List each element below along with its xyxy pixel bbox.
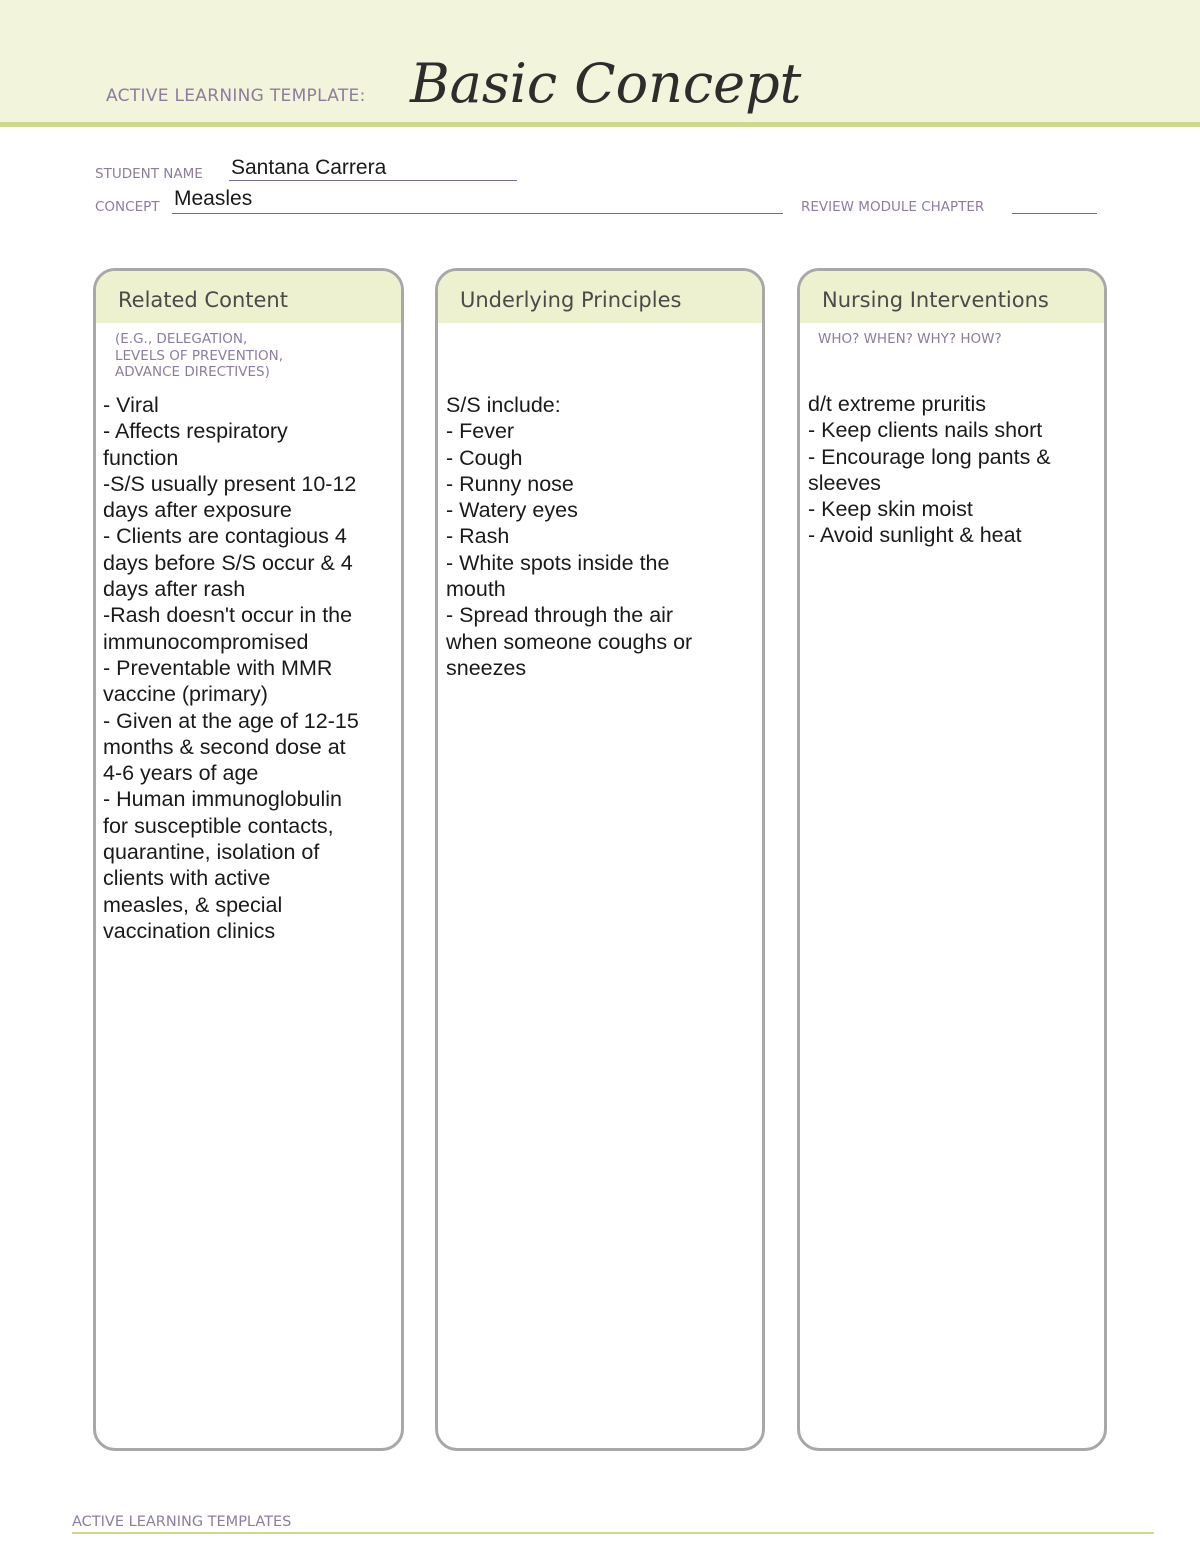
- subtitle-line: LEVELS OF PREVENTION,: [115, 347, 284, 364]
- text-line: - Given at the age of 12-15: [103, 708, 359, 733]
- text-line: - Preventable with MMR: [103, 655, 333, 680]
- text-line: d/t extreme pruritis: [808, 392, 987, 416]
- subtitle-line: ADVANCE DIRECTIVES): [115, 364, 270, 380]
- text-line: -S/S usually present 10-12: [103, 471, 357, 496]
- text-line: - Fever: [446, 419, 515, 444]
- text-line: - Encourage long pants &: [808, 444, 1051, 469]
- header-rule: [0, 122, 1200, 127]
- text-line: - Cough: [446, 445, 523, 470]
- text-line: 4-6 years of age: [103, 761, 259, 786]
- text-line: measles, & special: [103, 892, 283, 917]
- review-module-label: REVIEW MODULE CHAPTER: [801, 199, 985, 215]
- text-line: months & second dose at: [103, 734, 346, 759]
- student-name-value[interactable]: Santana Carrera: [231, 156, 387, 179]
- concept-label: CONCEPT: [95, 199, 160, 215]
- text-line: sleeves: [808, 470, 881, 495]
- related-content-title: Related Content: [118, 288, 288, 312]
- text-line: - Viral: [103, 393, 159, 417]
- related-content-subtitle: [115, 331, 283, 381]
- text-line: - White spots inside the: [446, 550, 670, 575]
- nursing-interventions-subtitle: [818, 331, 1002, 348]
- underlying-principles-box[interactable]: [435, 268, 765, 1451]
- footer-label: ACTIVE LEARNING TEMPLATES: [72, 1514, 292, 1530]
- text-line: days before S/S occur & 4: [103, 550, 353, 575]
- text-line: - Keep skin moist: [808, 497, 973, 522]
- text-line: - Avoid sunlight & heat: [808, 523, 1022, 548]
- text-line: - Keep clients nails short: [808, 418, 1043, 443]
- text-line: for susceptible contacts,: [103, 813, 334, 838]
- nursing-interventions-text[interactable]: [808, 391, 1096, 549]
- related-content-text[interactable]: [103, 392, 393, 944]
- footer-rule: [72, 1532, 1154, 1534]
- text-line: -Rash doesn't occur in the: [103, 603, 353, 628]
- text-line: vaccination clinics: [103, 918, 276, 943]
- text-line: - Watery eyes: [446, 498, 578, 523]
- student-name-line[interactable]: [229, 180, 517, 181]
- student-name-label: STUDENT NAME: [95, 166, 203, 182]
- text-line: immunocompromised: [103, 629, 309, 654]
- text-line: days after exposure: [103, 498, 292, 523]
- text-line: sneezes: [446, 655, 527, 680]
- text-line: days after rash: [103, 577, 246, 602]
- text-line: - Human immunoglobulin: [103, 787, 342, 812]
- concept-line[interactable]: [172, 213, 783, 214]
- text-line: - Clients are contagious 4: [103, 524, 347, 549]
- underlying-principles-text[interactable]: [446, 392, 754, 681]
- text-line: function: [103, 445, 179, 470]
- text-line: - Affects respiratory: [103, 419, 288, 444]
- text-line: clients with active: [103, 866, 271, 891]
- text-line: vaccine (primary): [103, 682, 268, 707]
- text-line: when someone coughs or: [446, 629, 693, 654]
- text-line: - Rash: [446, 524, 510, 549]
- subtitle-line: (E.G., DELEGATION,: [115, 331, 248, 347]
- text-line: - Runny nose: [446, 471, 574, 496]
- text-line: S/S include:: [446, 393, 561, 417]
- template-label: ACTIVE LEARNING TEMPLATE:: [106, 86, 366, 106]
- underlying-principles-title: Underlying Principles: [460, 288, 682, 312]
- review-module-line[interactable]: [1012, 213, 1097, 214]
- text-line: quarantine, isolation of: [103, 840, 320, 865]
- related-content-box[interactable]: [93, 268, 404, 1451]
- text-line: mouth: [446, 577, 506, 602]
- nursing-interventions-title: Nursing Interventions: [822, 288, 1049, 312]
- concept-value[interactable]: Measles: [174, 187, 253, 210]
- nursing-interventions-box[interactable]: [797, 268, 1107, 1451]
- text-line: - Spread through the air: [446, 603, 674, 628]
- template-title: Basic Concept: [410, 52, 802, 115]
- subtitle-line: WHO? WHEN? WHY? HOW?: [818, 331, 1002, 347]
